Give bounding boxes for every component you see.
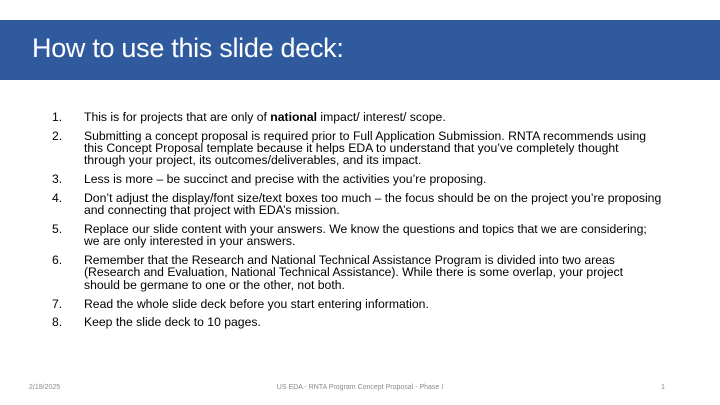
list-item [52, 192, 662, 217]
list-item [52, 130, 662, 167]
item-text: Less is more – be succinct and precise with the activities you’re proposing. [84, 172, 487, 187]
item-text: Keep the slide deck to 10 pages. [84, 315, 261, 330]
footer-page-number: 1 [661, 384, 665, 391]
item-text-after: impact/ interest/ scope. [317, 110, 446, 124]
item-text [84, 111, 662, 123]
item-number: 5. [52, 222, 63, 237]
list-item [52, 223, 662, 248]
item-number: 2. [52, 128, 63, 143]
item-text: Replace our slide content with your answers. We know the questions and topics that we are considering; we are only interested in your answers. [84, 222, 647, 249]
item-text-before: This is for projects that are only of [84, 110, 271, 124]
footer-date: 2/18/2025 [29, 384, 61, 391]
item-text-bold: national [270, 110, 318, 124]
list-item [52, 111, 662, 123]
list-item [52, 173, 662, 185]
item-number: 6. [52, 253, 63, 268]
slide-title: How to use this slide deck: [32, 33, 344, 63]
list-item [52, 316, 662, 328]
item-number: 3. [52, 172, 63, 187]
item-number: 7. [52, 296, 63, 311]
list-item [52, 298, 662, 310]
item-number: 1. [52, 110, 63, 124]
item-number: 8. [52, 315, 63, 330]
title-bar [0, 20, 720, 80]
item-number: 4. [52, 190, 63, 205]
item-text: Read the whole slide deck before you start entering information. [84, 296, 429, 311]
item-text: Don’t adjust the display/font size/text boxes too much – the focus should be on the project you’re proposing and connecting that project with EDA’s mission. [84, 190, 662, 218]
list-item [52, 254, 662, 291]
item-text: Submitting a concept proposal is required prior to Full Application Submission. RNTA recommends using this Concept Proposal template because it helps EDA to understand that you’ve completely thought through your project, its outcomes/deliverables, and its impact. [84, 128, 647, 168]
item-text: Remember that the Research and National Technical Assistance Program is divided into two areas (Research and Evaluation, National Technical Assistance). While there is some overlap, your project should be germane to one or the other, not both. [84, 253, 623, 292]
instructions-list [52, 111, 662, 335]
footer-title: US EDA - RNTA Program Concept Proposal - Phase I [276, 384, 444, 391]
